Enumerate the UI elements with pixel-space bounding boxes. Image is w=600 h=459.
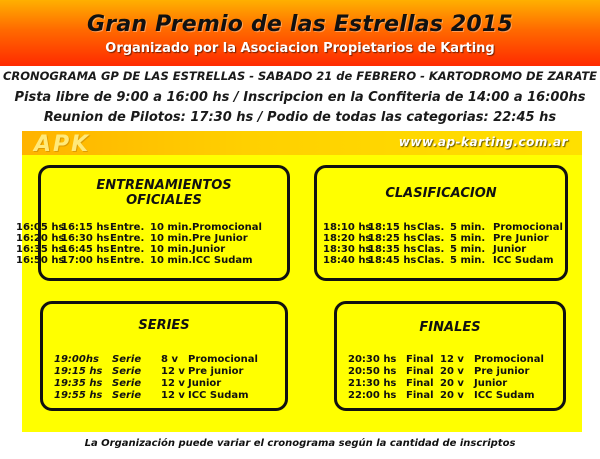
finales-type: Final (406, 366, 434, 377)
series-category: Pre junior (188, 366, 244, 377)
finales-laps: 20 v (440, 390, 464, 401)
finales-time: 21:30 hs (348, 378, 397, 389)
clasificacion-category: Promocional (493, 222, 563, 233)
entrenamientos-category: ICC Sudam (192, 255, 253, 266)
entrenamientos-start: 16:05 hs (16, 222, 65, 233)
entrenamientos-duration: 10 min. (150, 244, 193, 255)
entrenamientos-end: 16:15 hs (61, 222, 110, 233)
clasificacion-start: 18:10 hs (323, 222, 372, 233)
entrenamientos-start: 16:50 hs (16, 255, 65, 266)
series-laps: 8 v (161, 354, 178, 365)
series-time: 19:55 hs (54, 390, 103, 401)
clasificacion-type: Clas. (417, 233, 445, 244)
finales-time: 22:00 hs (348, 390, 397, 401)
entrenamientos-category: Pre Junior (192, 233, 248, 244)
finales-laps: 20 v (440, 366, 464, 377)
finales-time: 20:50 hs (348, 366, 397, 377)
entrenamientos-type: Entre. (110, 244, 145, 255)
entrenamientos-category: Junior (192, 244, 226, 255)
entrenamientos-end: 17:00 hs (61, 255, 110, 266)
series-laps: 12 v (161, 366, 185, 377)
finales-laps: 12 v (440, 354, 464, 365)
panel-header-strip (22, 131, 582, 155)
series-laps: 12 v (161, 390, 185, 401)
series-time: 19:15 hs (54, 366, 103, 377)
series-row (54, 378, 314, 390)
series-title: SERIES (138, 318, 190, 333)
clasificacion-duration: 5 min. (450, 255, 486, 266)
series-type: Serie (112, 378, 142, 389)
clasificacion-duration: 5 min. (450, 244, 486, 255)
clasificacion-type: Clas. (417, 244, 445, 255)
clasificacion-end: 18:15 hs (368, 222, 417, 233)
entrenamientos-type: Entre. (110, 222, 145, 233)
series-type: Serie (112, 390, 142, 401)
entrenamientos-type: Entre. (110, 255, 145, 266)
entrenamientos-duration: 10 min. (150, 222, 193, 233)
finales-type: Final (406, 390, 434, 401)
website-link[interactable]: www.ap-karting.com.ar (398, 135, 568, 149)
entrenamientos-end: 16:45 hs (61, 244, 110, 255)
entrenamientos-start: 16:20 hs (16, 233, 65, 244)
series-row (54, 366, 314, 378)
finales-category: Pre junior (474, 366, 530, 377)
clasificacion-category: ICC Sudam (493, 255, 554, 266)
entrenamientos-row (16, 255, 276, 267)
clasificacion-end: 18:25 hs (368, 233, 417, 244)
clasificacion-title: CLASIFICACION (385, 186, 497, 201)
clasificacion-type: Clas. (417, 255, 445, 266)
entrenamientos-title-line2: OFICIALES (126, 193, 202, 208)
finales-title: FINALES (419, 320, 481, 335)
clasificacion-category: Junior (493, 244, 527, 255)
clasificacion-start: 18:20 hs (323, 233, 372, 244)
entrenamientos-title-line1: ENTRENAMIENTOS (96, 178, 232, 193)
finales-row (348, 366, 600, 378)
footer-note: La Organización puede variar el cronograma según la cantidad de inscriptos (84, 438, 516, 449)
finales-laps: 20 v (440, 378, 464, 389)
organizer-subtitle: Organizado por la Asociacion Propietarios de Karting (105, 41, 495, 56)
clasificacion-type: Clas. (417, 222, 445, 233)
drivers-meeting-info: Reunion de Pilotos: 17:30 hs / Podio de todas las categorias: 22:45 hs (43, 110, 557, 125)
clasificacion-category: Pre Junior (493, 233, 549, 244)
series-type: Serie (112, 354, 142, 365)
clasificacion-start: 18:40 hs (323, 255, 372, 266)
event-title: Gran Premio de las Estrellas 2015 (87, 12, 513, 37)
finales-row (348, 378, 600, 390)
series-time: 19:00hs (54, 354, 99, 365)
clasificacion-start: 18:30 hs (323, 244, 372, 255)
entrenamientos-end: 16:30 hs (61, 233, 110, 244)
finales-type: Final (406, 378, 434, 389)
finales-row (348, 354, 600, 366)
series-category: Promocional (188, 354, 258, 365)
entrenamientos-duration: 10 min. (150, 255, 193, 266)
entrenamientos-duration: 10 min. (150, 233, 193, 244)
finales-time: 20:30 hs (348, 354, 397, 365)
finales-category: Promocional (474, 354, 544, 365)
clasificacion-duration: 5 min. (450, 233, 486, 244)
series-category: Junior (188, 378, 222, 389)
clasificacion-row (323, 255, 583, 267)
series-row (54, 354, 314, 366)
entrenamientos-start: 16:35 hs (16, 244, 65, 255)
apk-logo: APK (34, 132, 91, 157)
entrenamientos-category: Promocional (192, 222, 262, 233)
series-category: ICC Sudam (188, 390, 249, 401)
series-row (54, 390, 314, 402)
schedule-heading: CRONOGRAMA GP DE LAS ESTRELLAS - SABADO 21 de FEBRERO - KARTODROMO DE ZARATE (2, 69, 598, 83)
series-laps: 12 v (161, 378, 185, 389)
finales-row (348, 390, 600, 402)
schedule-panel (16, 131, 582, 432)
entrenamientos-type: Entre. (110, 233, 145, 244)
header-banner (0, 0, 600, 66)
series-type: Serie (112, 366, 142, 377)
finales-type: Final (406, 354, 434, 365)
free-practice-info: Pista libre de 9:00 a 16:00 hs / Inscripcion en la Confiteria de 14:00 a 16:00hs (14, 90, 586, 105)
finales-category: Junior (474, 378, 508, 389)
clasificacion-duration: 5 min. (450, 222, 486, 233)
clasificacion-end: 18:45 hs (368, 255, 417, 266)
finales-category: ICC Sudam (474, 390, 535, 401)
clasificacion-end: 18:35 hs (368, 244, 417, 255)
series-time: 19:35 hs (54, 378, 103, 389)
